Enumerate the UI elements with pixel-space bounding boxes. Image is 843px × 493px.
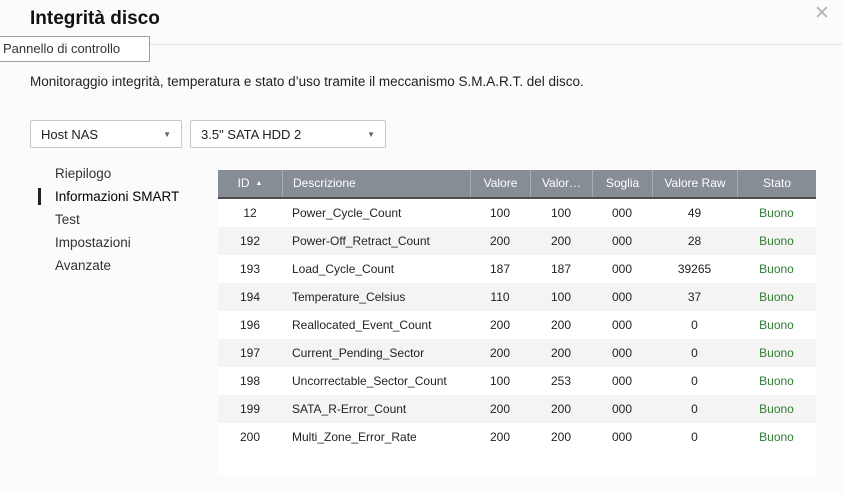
table-cell: 197 — [239, 346, 261, 360]
column-header-descrizione[interactable] — [282, 170, 470, 197]
table-cell: Multi_Zone_Error_Rate — [292, 430, 417, 444]
table-cell: 200 — [550, 430, 572, 444]
smart-table-panel — [218, 170, 816, 475]
host-select-value: Host NAS — [41, 127, 99, 142]
selected-indicator — [38, 188, 41, 205]
sidebar-item-label: Riepilogo — [55, 166, 112, 181]
table-cell: 187 — [489, 262, 511, 276]
table-cell: 196 — [239, 318, 261, 332]
table-cell: 200 — [489, 402, 511, 416]
chevron-down-icon: ▼ — [163, 130, 171, 139]
table-cell: Current_Pending_Sector — [292, 346, 425, 360]
table-cell: 0 — [691, 430, 698, 444]
sidebar-item-test[interactable] — [38, 208, 208, 231]
column-header-label: Valore — [483, 176, 518, 190]
column-header-label: Descrizione — [293, 176, 356, 190]
status-cell: Buono — [759, 234, 794, 248]
table-row[interactable] — [218, 199, 816, 227]
tab-divider — [140, 44, 843, 45]
table-cell: 200 — [550, 402, 572, 416]
table-row[interactable] — [218, 423, 816, 451]
table-cell: 199 — [239, 402, 261, 416]
table-cell: 12 — [243, 206, 257, 220]
column-header-id[interactable] — [218, 170, 282, 197]
table-cell: SATA_R-Error_Count — [292, 402, 407, 416]
table-cell: Reallocated_Event_Count — [292, 318, 432, 332]
table-cell: 000 — [611, 318, 633, 332]
column-header-label: ID — [237, 176, 250, 190]
table-cell: 37 — [687, 290, 702, 304]
table-cell: 000 — [611, 346, 633, 360]
table-cell: 000 — [611, 402, 633, 416]
sidebar — [38, 162, 208, 277]
sidebar-item-label: Avanzate — [55, 258, 112, 273]
table-row[interactable] — [218, 255, 816, 283]
status-cell: Buono — [759, 374, 794, 388]
table-cell: 100 — [489, 206, 511, 220]
table-cell: 000 — [611, 290, 633, 304]
page-title: Integrità disco — [30, 8, 160, 29]
sidebar-item-informazioni-smart[interactable] — [38, 185, 208, 208]
table-header-row — [218, 170, 816, 199]
table-cell: 49 — [687, 206, 702, 220]
table-row[interactable] — [218, 283, 816, 311]
table-cell: Uncorrectable_Sector_Count — [292, 374, 447, 388]
table-cell: 0 — [691, 374, 698, 388]
table-row[interactable] — [218, 395, 816, 423]
table-body — [218, 199, 816, 451]
table-cell: 000 — [611, 234, 633, 248]
column-header-valore-raw[interactable] — [652, 170, 737, 197]
status-cell: Buono — [759, 430, 794, 444]
table-cell: 200 — [550, 234, 572, 248]
table-cell: 0 — [691, 318, 698, 332]
table-cell: 187 — [550, 262, 572, 276]
table-cell: 28 — [687, 234, 702, 248]
sidebar-item-impostazioni[interactable] — [38, 231, 208, 254]
column-header-soglia[interactable] — [592, 170, 652, 197]
chevron-down-icon: ▼ — [367, 130, 375, 139]
table-cell: 192 — [239, 234, 261, 248]
table-cell: 100 — [550, 206, 572, 220]
disk-select-value: 3.5" SATA HDD 2 — [201, 127, 302, 142]
table-cell: Load_Cycle_Count — [292, 262, 395, 276]
table-cell: 200 — [489, 318, 511, 332]
sidebar-item-riepilogo[interactable] — [38, 162, 208, 185]
table-cell: 200 — [239, 430, 261, 444]
table-cell: 200 — [489, 234, 511, 248]
table-cell: 100 — [489, 374, 511, 388]
table-cell: 000 — [611, 430, 633, 444]
status-cell: Buono — [759, 290, 794, 304]
column-header-stato[interactable] — [737, 170, 816, 197]
table-cell: 0 — [691, 402, 698, 416]
table-cell: 110 — [490, 290, 510, 304]
table-cell: 253 — [550, 374, 572, 388]
column-header-label: Valore Raw — [664, 176, 726, 190]
column-header-label: Soglia — [605, 176, 640, 190]
status-cell: Buono — [759, 206, 794, 220]
table-cell: 100 — [550, 290, 572, 304]
table-cell: 200 — [489, 430, 511, 444]
table-cell: Temperature_Celsius — [292, 290, 406, 304]
sidebar-item-label: Informazioni SMART — [55, 189, 180, 204]
table-cell: 0 — [691, 346, 698, 360]
status-cell: Buono — [759, 318, 794, 332]
table-cell: 193 — [239, 262, 261, 276]
table-cell: Power_Cycle_Count — [292, 206, 402, 220]
table-cell: 39265 — [677, 262, 712, 276]
sidebar-item-avanzate[interactable] — [38, 254, 208, 277]
tab-control-panel[interactable]: Pannello di controllo — [0, 36, 150, 62]
status-cell: Buono — [759, 262, 794, 276]
table-cell: 200 — [550, 318, 572, 332]
table-cell: 194 — [239, 290, 261, 304]
status-cell: Buono — [759, 402, 794, 416]
table-row[interactable] — [218, 311, 816, 339]
intro-text: Monitoraggio integrità, temperatura e stato d’uso tramite il meccanismo S.M.A.R.T. del disco. — [30, 74, 584, 89]
sidebar-item-label: Impostazioni — [55, 235, 131, 250]
close-icon[interactable]: ✕ — [814, 3, 830, 24]
status-cell: Buono — [759, 346, 794, 360]
host-select[interactable] — [30, 120, 182, 148]
table-cell: 000 — [611, 206, 633, 220]
table-cell: 200 — [489, 346, 511, 360]
table-cell: 000 — [611, 262, 633, 276]
column-header-label: Valor… — [541, 176, 582, 190]
table-cell: 000 — [611, 374, 633, 388]
sidebar-item-label: Test — [55, 212, 80, 227]
table-row[interactable] — [218, 227, 816, 255]
table-cell: 198 — [239, 374, 261, 388]
table-row[interactable] — [218, 367, 816, 395]
column-header-valore[interactable] — [470, 170, 530, 197]
table-cell: Power-Off_Retract_Count — [292, 234, 430, 248]
column-header-valor[interactable] — [530, 170, 592, 197]
sort-asc-icon: ▲ — [255, 180, 263, 187]
column-header-label: Stato — [762, 176, 792, 190]
disk-select[interactable] — [190, 120, 386, 148]
table-cell: 200 — [550, 346, 572, 360]
table-row[interactable] — [218, 339, 816, 367]
